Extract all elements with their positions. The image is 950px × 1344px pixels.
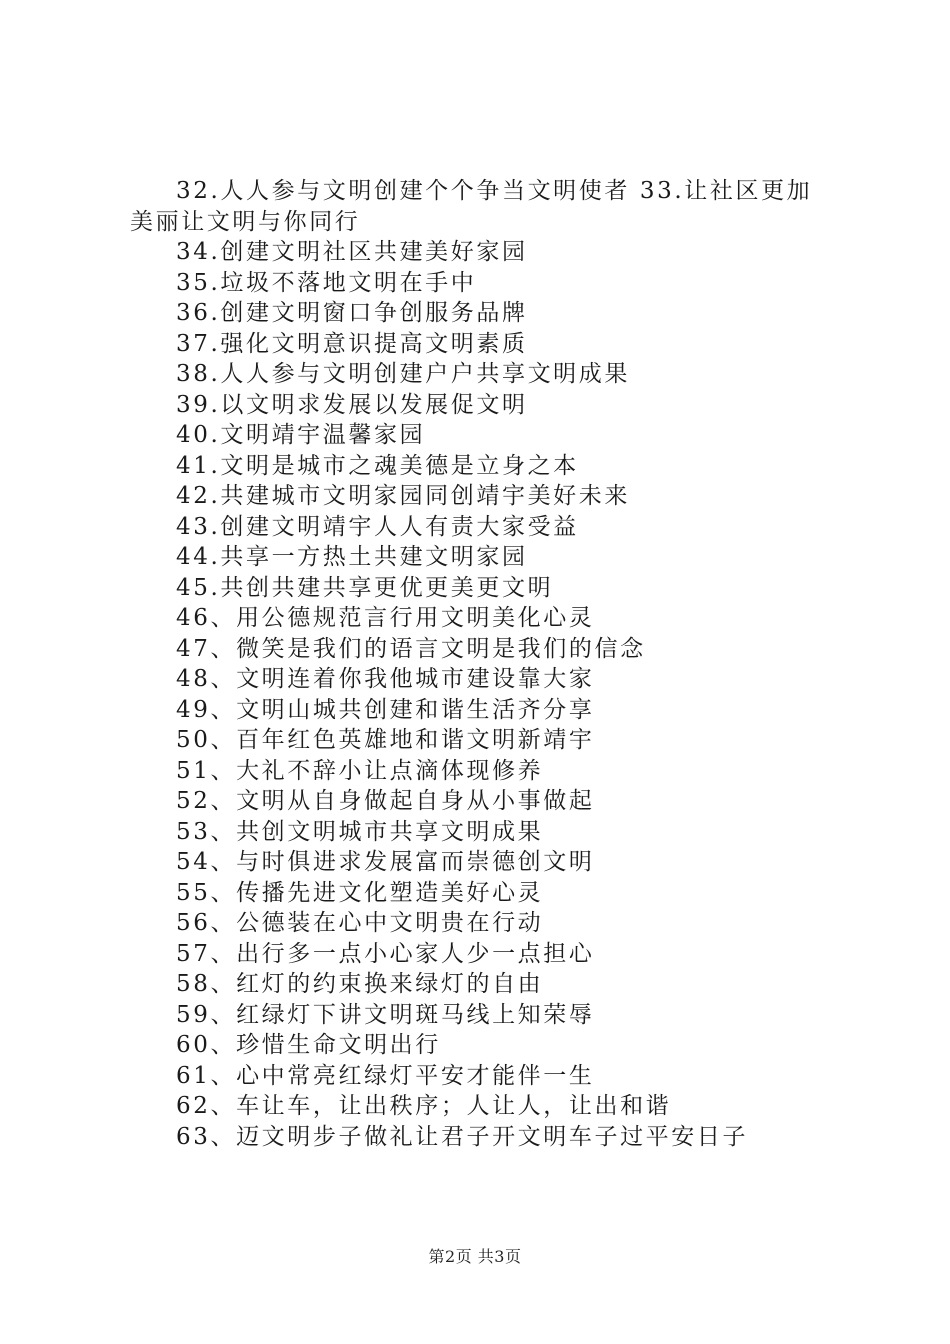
slogan-line: 39.以文明求发展以发展促文明 [176, 391, 528, 418]
slogan-line: 43.创建文明靖宇人人有责大家受益 [176, 513, 579, 540]
slogan-line: 46、用公德规范言行用文明美化心灵 [176, 605, 595, 631]
slogan-line: 56、公德装在心中文明贵在行动 [176, 910, 544, 936]
slogan-line: 57、出行多一点小心家人少一点担心 [176, 940, 595, 967]
slogan-line: 38.人人参与文明创建户户共享文明成果 [176, 361, 630, 387]
slogan-line: 36.创建文明窗口争创服务品牌 [176, 300, 528, 326]
slogan-line: 62、车让车，让出秩序；人让人，让出和谐 [176, 1093, 672, 1119]
slogan-line: 55、传播先进文化塑造美好心灵 [176, 879, 544, 906]
first-paragraph: 32.人人参与文明创建个个争当文明使者 33.让社区更加美丽让文明与你同行 [130, 178, 813, 235]
slogan-line: 34.创建文明社区共建美好家园 [176, 239, 528, 265]
slogan-line: 35.垃圾不落地文明在手中 [176, 269, 477, 296]
slogan-line: 61、心中常亮红绿灯平安才能伴一生 [176, 1062, 595, 1089]
slogan-line: 42.共建城市文明家园同创靖宇美好未来 [176, 483, 630, 509]
slogan-line: 41.文明是城市之魂美德是立身之本 [176, 452, 579, 479]
slogan-line: 59、红绿灯下讲文明斑马线上知荣辱 [176, 1001, 595, 1028]
slogan-line: 49、文明山城共创建和谐生活齐分享 [176, 696, 595, 723]
slogan-line: 54、与时俱进求发展富而崇德创文明 [176, 849, 595, 875]
slogan-line: 51、大礼不辞小让点滴体现修养 [176, 757, 544, 784]
slogan-line: 37.强化文明意识提高文明素质 [176, 330, 528, 357]
slogan-line: 60、珍惜生命文明出行 [176, 1032, 441, 1058]
slogan-line: 45.共创共建共享更优更美更文明 [176, 574, 554, 601]
page-number: 第2页 共3页 [428, 1247, 522, 1266]
page-footer [0, 1244, 950, 1267]
slogan-line: 40.文明靖宇温馨家园 [176, 422, 426, 448]
slogan-line: 48、文明连着你我他城市建设靠大家 [176, 666, 595, 692]
document-body [130, 176, 835, 1152]
slogan-line: 52、文明从自身做起自身从小事做起 [176, 788, 595, 814]
slogan-list [130, 237, 835, 1152]
slogan-line: 50、百年红色英雄地和谐文明新靖宇 [176, 727, 595, 753]
slogan-line: 53、共创文明城市共享文明成果 [176, 818, 544, 845]
slogan-line: 63、迈文明步子做礼让君子开文明车子过平安日子 [176, 1123, 749, 1150]
slogan-line: 58、红灯的约束换来绿灯的自由 [176, 971, 544, 997]
slogan-line: 47、微笑是我们的语言文明是我们的信念 [176, 635, 646, 662]
slogan-line: 44.共享一方热土共建文明家园 [176, 544, 528, 570]
